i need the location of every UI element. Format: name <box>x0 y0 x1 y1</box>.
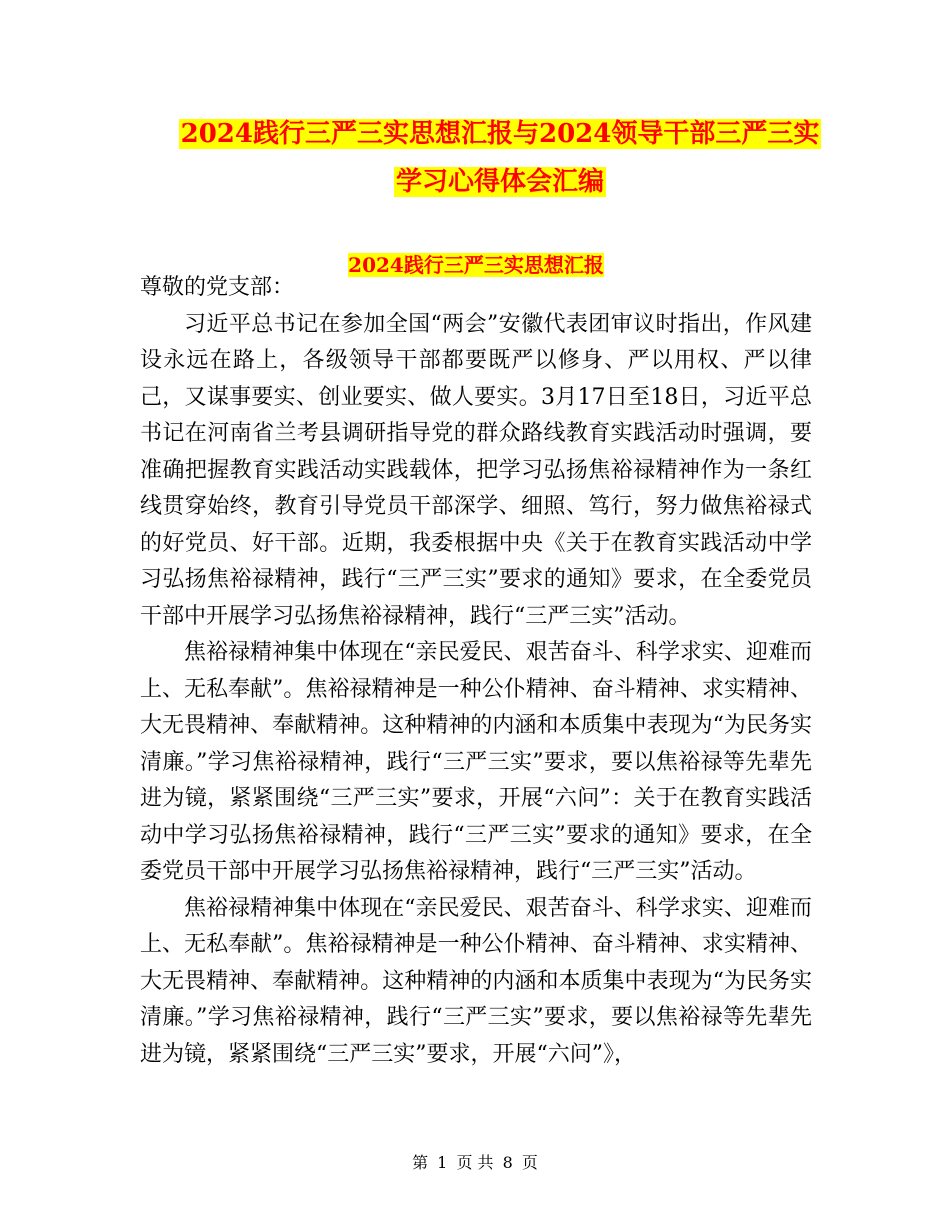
paragraph-2: 焦裕禄精神集中体现在“亲民爱民、艰苦奋斗、科学求实、迎难而上、无私奉献”。焦裕禄精神是一种公仆精神、奋斗精神、求实精神、大无畏精神、奉献精神。这种精神的内涵和本质集中表现为“为民务实清廉。”学习焦裕禄精神，践行“三严三实”要求，要以焦裕禄等先辈先进为镜，紧紧围绕“三严三实”要求，开展“六问”：关于在教育实践活动中学习弘扬焦裕禄精神，践行“三严三实”要求的通知》要求，在全委党员干部中开展学习弘扬焦裕禄精神，践行“三严三实”活动。 <box>140 640 812 884</box>
section-title-text: 2024践行三严三实思想汇报 <box>348 253 604 277</box>
footer-middle: 页 共 <box>456 1153 494 1172</box>
title-line-1-text: 2024践行三严三实思想汇报与2024领导干部三严三实 <box>180 119 820 149</box>
page-footer <box>0 1152 950 1174</box>
title-line-2 <box>100 158 900 206</box>
footer-total-pages: 8 <box>502 1153 513 1172</box>
paragraph-1: 习近平总书记在参加全国“两会”安徽代表团审议时指出，作风建设永远在路上，各级领导干部都要既严以修身、严以用权、严以律己，又谋事要实、创业要实、做人要实。3月17日至18日，习近平总书记在河南省兰考县调研指导党的群众路线教育实践活动时强调，要准确把握教育实践活动实践载体，把学习弘扬焦裕禄精神作为一条红线贯穿始终，教育引导党员干部深学、细照、笃行，努力做焦裕禄式的好党员、好干部。近期，我委根据中央《关于在教育实践活动中学习弘扬焦裕禄精神，践行“三严三实”要求的通知》要求，在全委党员干部中开展学习弘扬焦裕禄精神，践行“三严三实”活动。 <box>140 311 812 629</box>
title-line-2-text: 学习心得体会汇编 <box>395 167 604 197</box>
document-title <box>100 110 900 206</box>
salutation: 尊敬的党支部： <box>140 275 295 300</box>
footer-suffix: 页 <box>521 1153 538 1172</box>
footer-page-number: 1 <box>437 1153 448 1172</box>
title-line-1 <box>100 110 900 158</box>
footer-prefix: 第 <box>412 1153 429 1172</box>
document-body <box>140 270 812 1073</box>
paragraph-3: 焦裕禄精神集中体现在“亲民爱民、艰苦奋斗、科学求实、迎难而上、无私奉献”。焦裕禄精神是一种公仆精神、奋斗精神、求实精神、大无畏精神、奉献精神。这种精神的内涵和本质集中表现为“为民务实清廉。”学习焦裕禄精神，践行“三严三实”要求，要以焦裕禄等先辈先进为镜，紧紧围绕“三严三实”要求，开展“六问”》， <box>140 895 812 1067</box>
